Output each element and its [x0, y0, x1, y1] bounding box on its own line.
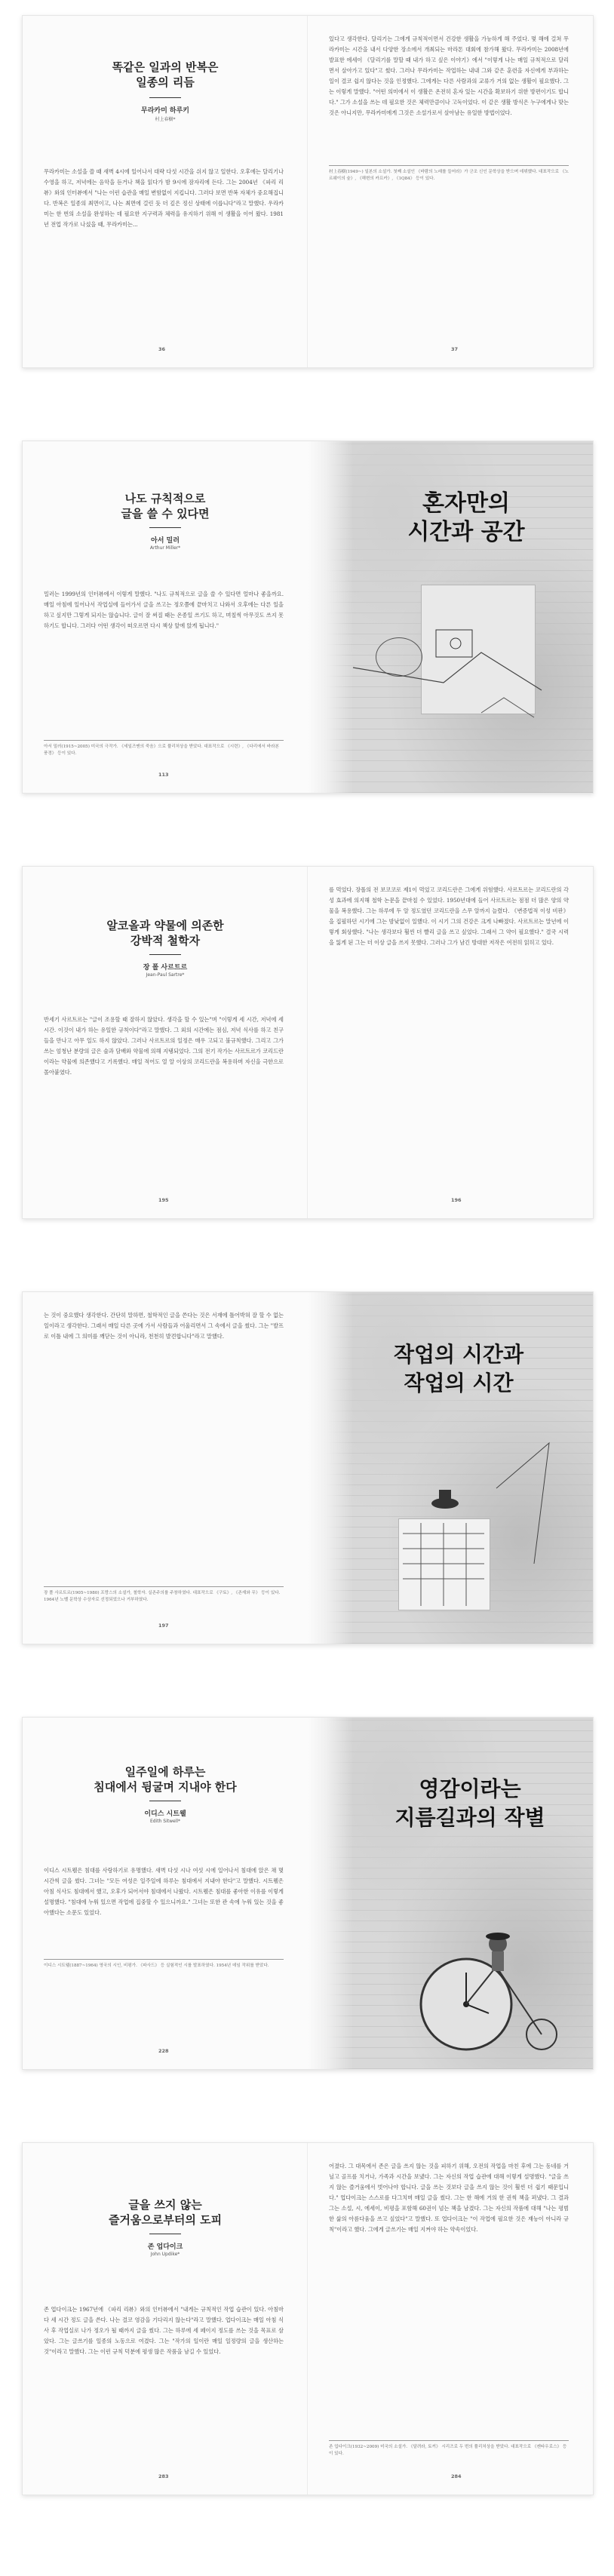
title-line-1: 일주일에 하루는: [124, 1765, 206, 1779]
left-page: [23, 867, 308, 1218]
right-page: [308, 16, 593, 367]
clock-bicycle-illustration: [308, 1718, 593, 2069]
chapter-title: [353, 490, 579, 547]
chapter-title-line-1: 영감이라는: [419, 1776, 521, 1801]
author-name: 무라카미 하루키: [141, 107, 189, 115]
body-text: 밀러는 1999년의 인터뷰에서 이렇게 말했다. "나도 규칙적으로 글을 쓸 수 있다면 얼마나 좋을까요. 매일 아침에 일어나서 작업실에 들어가서 글을 쓰고는 정오쯤에 끝마치고 나와서 오후에는 다른 일을 하고 싶지만 그렇게 되지는 않습니다. 글이 잘 써질 때는 온종일 쓰기도 하고, 며칠씩 아무것도 쓰지 못하기도 합니다. 그러다 어떤 생각이 떠오르면 다시 책상 앞에 앉게 됩니다.": [44, 591, 284, 629]
essay-title: [23, 60, 308, 90]
essay-title: [23, 918, 308, 948]
body-text: 존 업다이크는 1967년에 《파리 리뷰》와의 인터뷰에서 "내게는 규칙적인 작업 습관이 있다. 아침마다 세 시간 정도 글을 쓴다. 나는 결코 영감을 기다리지 않는다"라고 말했다. 업다이크는 매일 아침 식사 후 작업실로 나가 정오가 될 때까지 글을 썼다. 그는 하루에 세 페이지 정도를 쓰는 것을 목표로 삼았다. 그는 글쓰기를 일종의 노동으로 여겼다. 그는 "작가의 일이란 매일 일정량의 글을 생산하는 것"이라고 말했다. 그는 이런 규칙 덕분에 평생 많은 작품을 남길 수 있었다.: [44, 2306, 284, 2355]
left-page: [23, 1718, 308, 2069]
body-text: 반세기 사르트르는 "글이 조용할 때 잘하지 않았다. 생각을 할 수 있는"며 "이렇게 세 시간, 저녁에 세 시간. 이것이 내가 하는 유일한 규칙이다"라고 말했다. 그 외의 시간에는 점심, 저녁 식사를 하고 친구들을 만나고 아무 일도 하지 않았다. 그러나 사르트르의 일정은 매우 고되고 불규칙했다. 그리고 그가 쓰는 엄청난 분량의 글은 술과 담배와 약물에 의해 지탱되었다. 그의 전기 작가는 사르트르가 코리드란이라는 약물에 의존했다고 기록했다. 매일 적어도 열 알 이상의 코리드란을 복용하며 자신을 극한으로 몰아붙였다.: [44, 1016, 284, 1076]
chapter-title-line-1: 작업의 시간과: [393, 1342, 524, 1367]
author-name: 아서 밀러: [151, 537, 180, 545]
chapter-title-line-2: 시간과 공간: [407, 519, 525, 545]
title-line-1: 알코올과 약물에 의존한: [106, 919, 224, 932]
chapter-title-line-2: 지름길과의 작별: [394, 1805, 545, 1830]
title-line-2: 글을 쓸 수 있다면: [121, 507, 210, 520]
page-number: 196: [451, 1197, 462, 1203]
page-number: 283: [158, 2473, 169, 2479]
footnote: 아서 밀러(1915~2005) 미국의 극작가. 《세일즈맨의 죽음》으로 퓰리처상을 받았다. 대표작으로 《시련》, 《다리에서 바라본 풍경》 등이 있다.: [44, 740, 284, 765]
left-page: [23, 2143, 308, 2495]
chapter-title: [361, 1775, 579, 1832]
book-spread-6: [22, 2142, 594, 2495]
author-subtitle: 村上春樹*: [155, 117, 176, 122]
left-page: [23, 1292, 308, 1644]
illustration-page: [308, 1718, 593, 2069]
body-text: 는 것이 중요했다 생각한다. 간단히 말하면, 철학적인 글을 쓴다는 것은 서재에 틀어박혀 잘 할 수 없는 일이라고 생각한다. 그래서 매일 다른 곳에 가서 사람들과 어울리면서 그 속에서 글을 썼다. 그는 "발프로 이틀 내에 그 의미를 깨닫는 것이 아니라, 천천히 발견합니다"라고 말했다.: [44, 1312, 284, 1340]
title-line-1: 글을 쓰지 않는: [128, 2198, 202, 2212]
illustration-page: [308, 1292, 593, 1644]
essay-title: [23, 1764, 308, 1795]
body-text: 어졌다. 그 대목에서 존은 글을 쓰지 않는 것을 피하기 위해, 오전의 작업을 마친 후에 그는 동네를 거닐고 골프를 치거나, 가족과 시간을 보냈다. 그는 자신의 작업 습관에 대해 이렇게 설명했다. "글을 쓰지 않는 즐거움에서 벗어나야 합니다. 글을 쓰는 것보다 글을 쓰지 않는 것이 훨씬 더 쉽기 때문입니다." 업다이크는 스스로를 다그치며 매일 글을 썼다. 그는 한 해에 거의 한 권씩 책을 펴냈다. 그 결과 그는 소설, 시, 에세이, 비평을 포함해 60권이 넘는 책을 남겼다. 그는 자신의 작품에 대해 "나는 평범한 삶의 아름다움을 쓰고 싶었다"고 말했다. 또 업다이크는 "이 작업에 필요한 것은 재능이 아니라 규칙"이라고 했다. 그에게 글쓰기는 매일 지켜야 하는 약속이었다.: [329, 2163, 569, 2233]
chapter-title-line-1: 혼자만의: [422, 490, 510, 517]
title-line-1: 나도 규칙적으로: [124, 492, 206, 505]
footnote: 村上春樹(1949~) 일본의 소설가. 첫째 소설인 《바람의 노래를 들어라》가 군조 신인 문학상을 받으며 데뷔했다. 대표작으로 《노르웨이의 숲》, 《해변의 카프카》, 《1Q84》 등이 있다.: [329, 165, 569, 192]
book-spread-4: [22, 1291, 594, 1644]
book-spread-3: [22, 866, 594, 1219]
footnote: 장 폴 사르트르(1905~1980) 프랑스의 소설가, 철학자. 실존주의를 주창하였다. 대표작으로 《구토》, 《존재와 무》 등이 있다. 1964년 노벨 문학상 수상자로 선정되었으나 거부하였다.: [44, 1586, 284, 1617]
book-spread-1: [22, 15, 594, 368]
author-name: 존 업다이크: [147, 2243, 183, 2251]
left-page: [23, 441, 308, 793]
title-line-2: 일종의 리듬: [136, 75, 195, 89]
illustration-page: [308, 441, 593, 793]
page-number: 37: [451, 346, 459, 352]
divider: [149, 954, 181, 955]
chapter-title: [338, 1340, 579, 1398]
essay-title: [23, 2197, 308, 2228]
author-subtitle: Jean-Paul Sartre*: [146, 972, 185, 978]
title-line-2: 강박적 철학자: [130, 934, 201, 947]
body-text: 이디스 시트웰은 침대를 사랑하기로 유명했다. 새벽 다섯 시나 여섯 시에 일어나서 침대에 앉은 채 몇 시간씩 글을 썼다. 그녀는 "모든 여성은 일주일에 하루는 침대에서 지내야 한다"고 말했다. 시트웰은 아침 식사도 침대에서 했고, 오후가 되어서야 침대에서 나왔다. 시트웰은 침대를 좋아한 이유를 이렇게 설명했다. "침대에 누워 있으면 작업에 집중할 수 있으니까요." 그녀는 또한 관 속에 누워 있는 것을 좋아했다는 소문도 있었다.: [44, 1867, 284, 1916]
book-spread-5: [22, 1717, 594, 2070]
divider: [149, 527, 181, 528]
author-subtitle: Edith Sitwell*: [149, 1819, 181, 1824]
body-text: 를 먹었다. 장폴의 전 보코코로 제1이 먹었고 코리드란은 그에게 위험했다. 사르트르는 코리드란의 각성 효과에 의지해 철학 논문을 끝마칠 수 있었다. 1950년대에 들어 사르트르는 점점 더 많은 양의 약물을 복용했다. 그는 하루에 두 알 정도였던 코리드란을 스무 알까지 늘렸다. 《변증법적 이성 비판》을 집필하던 시기에 그는 밤낮없이 일했다. 이 시기 그의 건강은 크게 나빠졌다. 사르트르는 말년에 이렇게 회상했다. "나는 생각보다 훨씬 더 빨리 글을 쓰고 싶었다. 그래서 그 약이 필요했다." 결국 시력을 잃게 된 그는 더 이상 글을 쓰지 못했다. 그러나 그가 남긴 방대한 저작은 여전히 읽히고 있다.: [329, 886, 569, 946]
chapter-title-line-2: 작업의 시간: [404, 1371, 514, 1395]
right-page: [308, 867, 593, 1218]
book-spread-2: [22, 441, 594, 794]
author-name: 이디스 시트웰: [144, 1810, 186, 1818]
footnote: 이디스 시트웰(1887~1964) 영국의 시인, 비평가. 《파사드》 등 실험적인 시를 발표하였다. 1954년 데임 작위를 받았다.: [44, 1959, 284, 1985]
left-page: [23, 16, 308, 367]
page-number: 195: [158, 1197, 169, 1203]
author-subtitle: Arthur Miller*: [149, 545, 181, 551]
title-line-1: 똑같은 일과의 반복은: [112, 60, 219, 74]
body-text: 있다고 생각한다. 달리기는 그에게 규칙적이면서 건강한 생활을 가능하게 해 주었다. 몇 해에 걸쳐 무라카미는 시간을 내서 다양한 장소에서 개최되는 마라톤 대회에 참가해 왔다. 무라카미는 2008년에 발표한 에세이 《달리기를 말할 때 내가 하고 싶은 이야기》에서 "이렇게 나는 매일 규칙적으로 달리면서 살아가고 있다"고 썼다. 그러나 무라카미는 작업하는 내내 그와 같은 훈련을 자신에게 부과하는 일이 결코 쉽지 않다는 것을 인정했다. 그에게는 다른 사람과의 교류가 거의 없는 생활이 필요했다. 그는 이렇게 말했다. "어떤 의미에서 이 생활은 온전히 혼자 있는 시간을 확보하기 위한 방편이기도 합니다." 그가 소설을 쓰는 데 필요한 것은 체력만큼이나 고독이었다. 이 같은 생활 방식은 누구에게나 맞는 것은 아니지만, 무라카미에게 그것은 소설가로서 살아남는 유일한 방법이었다.: [329, 35, 569, 116]
essay-title: [23, 491, 308, 521]
footnote: 존 업다이크(1932~2009) 미국의 소설가. 《달려라, 토끼》 시리즈로 두 번의 퓰리처상을 받았다. 대표작으로 《켄타우로스》 등이 있다.: [329, 2440, 569, 2467]
body-text: 무라카미는 소설을 쓸 때 새벽 4시에 일어나서 대략 다섯 시간을 쉬지 않고 일한다. 오후에는 달리기나 수영을 하고, 저녁에는 음악을 듣거나 책을 읽다가 밤 9시에 잠자리에 든다. 그는 2004년 《파리 리뷰》와의 인터뷰에서 "나는 이런 습관을 매일 변함없이 지킵니다. 그러다 보면 반복 자체가 중요해집니다. 반복은 일종의 최면이고, 나는 최면에 걸린 듯 더 깊은 정신 상태에 이릅니다"라고 말했다. 우라카미는 한 번의 소설을 완성하는 데 필요한 지구력과 체력을 유지하기 위해 이 생활을 이어 왔다. 1981년 전업 작가로 나섰을 때, 무라카미는...: [44, 168, 284, 228]
page-number: 113: [158, 772, 169, 778]
author-subtitle: John Updike*: [150, 2252, 180, 2257]
page-number: 197: [158, 1623, 169, 1629]
author-name: 장 폴 사르트르: [143, 964, 188, 972]
title-line-2: 침대에서 뒹굴며 지내야 한다: [94, 1780, 237, 1794]
page-number: 36: [158, 346, 166, 352]
page-number: 228: [158, 2048, 169, 2054]
divider: [149, 97, 181, 98]
page-number: 284: [451, 2473, 462, 2479]
title-line-2: 즐거움으로부터의 도피: [108, 2213, 223, 2227]
right-page: [308, 2143, 593, 2495]
